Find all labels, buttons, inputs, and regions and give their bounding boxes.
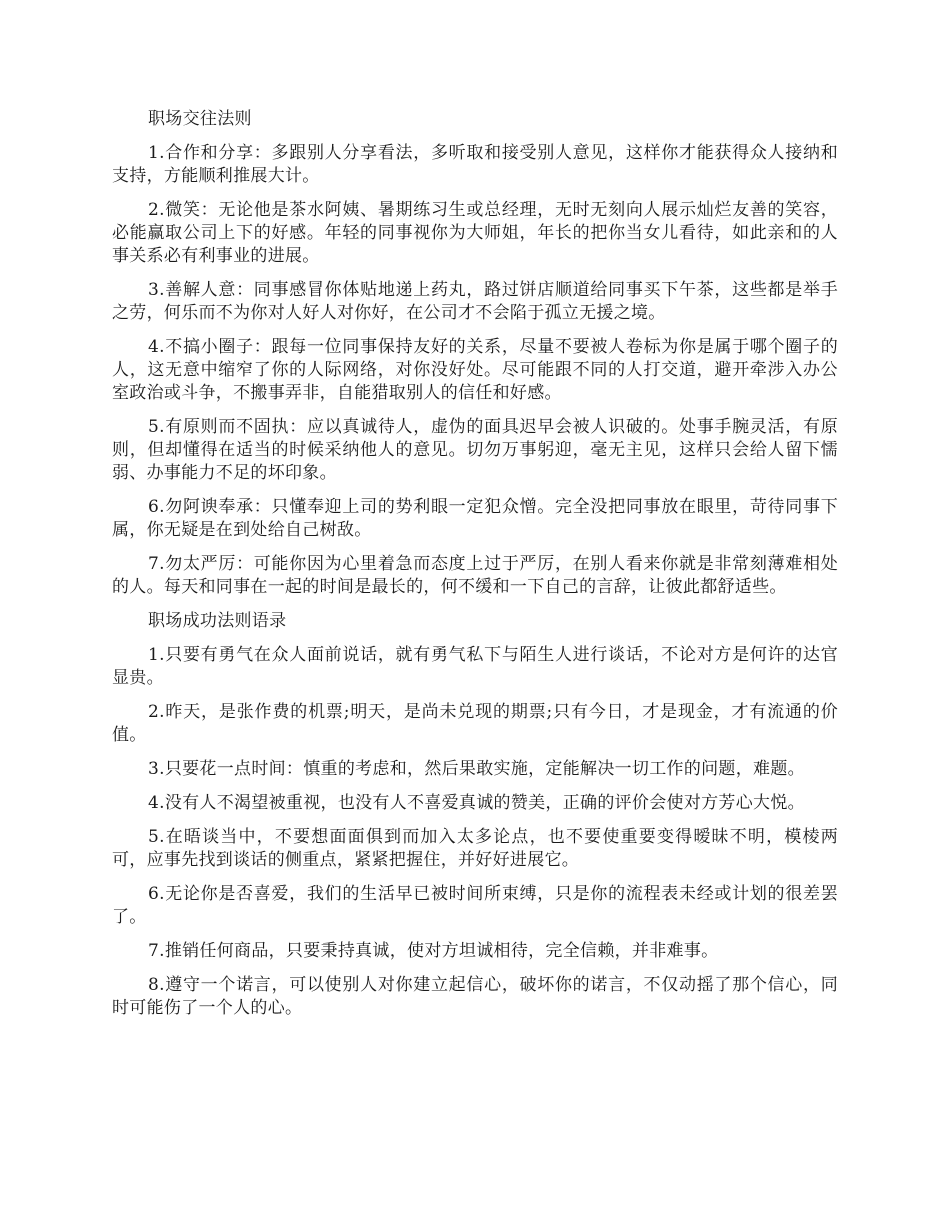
- paragraph: 7.推销任何商品，只要秉持真诚，使对方坦诚相待，完全信赖，并非难事。: [148, 941, 719, 961]
- paragraph: 5.在晤谈当中，不要想面面俱到而加入太多论点，也不要使重要变得暧昧不明，模棱两可，应事先找到谈话的侧重点，紧紧把握住，并好好进展它。: [112, 827, 838, 870]
- paragraph: 5.有原则而不固执：应以真诚待人，虚伪的面具迟早会被人识破的。处事手腕灵活，有原则，但却懂得在适当的时候采纳他人的意见。切勿万事躬迎，毫无主见，这样只会给人留下懦弱、办事能力不足的坏印象。: [112, 417, 838, 483]
- paragraph: 4.不搞小圈子：跟每一位同事保持友好的关系，尽量不要被人卷标为你是属于哪个圈子的人，这无意中缩窄了你的人际网络，对你没好处。尽可能跟不同的人打交道，避开牵涉入办公室政治或斗争，不搬事弄非，自能猎取别人的信任和好感。: [112, 337, 838, 403]
- paragraph: 7.勿太严厉：可能你因为心里着急而态度上过于严厉，在别人看来你就是非常刻薄难相处的人。每天和同事在一起的时间是最长的，何不缓和一下自己的言辞，让彼此都舒适些。: [112, 554, 838, 597]
- paragraph: 6.勿阿谀奉承：只懂奉迎上司的势利眼一定犯众憎。完全没把同事放在眼里，苛待同事下属，你无疑是在到处给自己树敌。: [112, 497, 838, 540]
- paragraph: 6.无论你是否喜爱，我们的生活早已被时间所束缚，只是你的流程表未经或计划的很差罢了。: [112, 884, 838, 927]
- section-title-success-quotes: 职场成功法则语录: [148, 611, 287, 631]
- paragraph: 1.只要有勇气在众人面前说话，就有勇气私下与陌生人进行谈话，不论对方是何许的达官显贵。: [112, 645, 838, 688]
- document-page: [112, 108, 838, 1031]
- paragraph: 8.遵守一个诺言，可以使别人对你建立起信心，破坏你的诺言，不仅动摇了那个信心，同时可能伤了一个人的心。: [112, 975, 838, 1018]
- section-title-workplace-rules: 职场交往法则: [148, 109, 252, 129]
- paragraph: 2.微笑：无论他是茶水阿姨、暑期练习生或总经理，无时无刻向人展示灿烂友善的笑容，必能赢取公司上下的好感。年轻的同事视你为大师姐，年长的把你当女儿看待，如此亲和的人事关系必有利事业的进展。: [112, 200, 838, 266]
- paragraph: 3.只要花一点时间：慎重的考虑和，然后果敢实施，定能解决一切工作的问题，难题。: [148, 759, 805, 779]
- paragraph: 4.没有人不渴望被重视，也没有人不喜爱真诚的赞美，正确的评价会使对方芳心大悦。: [148, 793, 805, 813]
- paragraph: 3.善解人意：同事感冒你体贴地递上药丸，路过饼店顺道给同事买下午茶，这些都是举手之劳，何乐而不为你对人好人对你好，在公司才不会陷于孤立无援之境。: [112, 280, 838, 323]
- paragraph: 1.合作和分享：多跟别人分享看法，多听取和接受别人意见，这样你才能获得众人接纳和支持，方能顺利推展大计。: [112, 143, 838, 186]
- paragraph: 2.昨天，是张作费的机票;明天，是尚未兑现的期票;只有今日，才是现金，才有流通的价值。: [112, 702, 838, 745]
